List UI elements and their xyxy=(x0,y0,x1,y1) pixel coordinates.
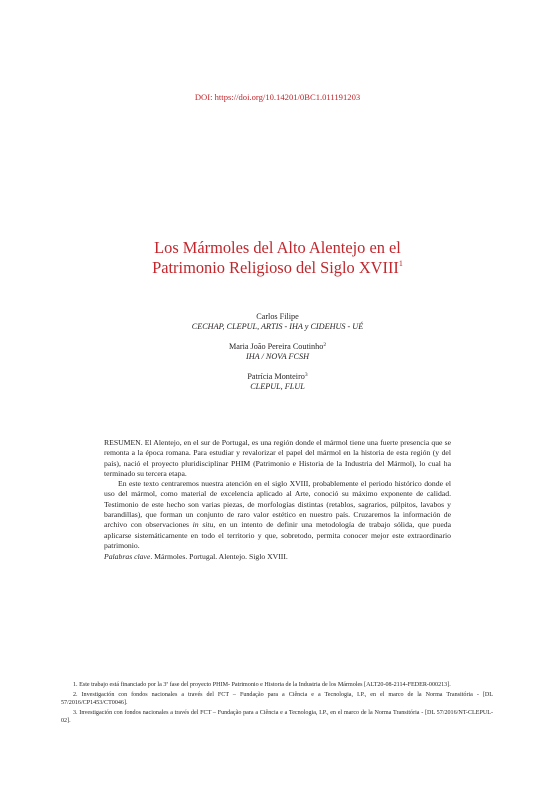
title-line-2: Patrimonio Religioso del Siglo XVIII xyxy=(152,258,399,277)
author-3 xyxy=(0,372,555,393)
keywords-text: . Mármoles. Portugal. Alentejo. Siglo XVIII. xyxy=(150,552,288,561)
abstract-paragraph-1: RESUMEN. El Alentejo, en el sur de Portugal, es una región donde el mármol tiene una fuerte presencia que se remonta a la época romana. Para estudiar y revalorizar el papel del mármol en la historia de esta región (y del país), nació el proyecto pluridisciplinar PHIM (Patrimonio e Historia de la Industria del Mármol), lo cual ha terminado su tercera etapa. xyxy=(104,438,451,478)
abstract-text: , en un intento de definir una metodología de trabajo sólida, que pueda aplicarse sistemáticamente en todo el territorio y que, sobretodo, permita conocer mejor este extraordinario patrimonio. xyxy=(104,520,451,550)
doi-link[interactable]: DOI: https://doi.org/10.14201/0BC1.011191203 xyxy=(194,92,361,102)
author-name: Patrícia Monteiro xyxy=(247,371,305,381)
author-affiliation: IHA / NOVA FCSH xyxy=(246,352,309,362)
abstract xyxy=(104,438,451,551)
author-affiliation: CLEPUL, FLUL xyxy=(250,382,305,392)
author-name: Maria João Pereira Coutinho xyxy=(228,341,324,351)
article-title xyxy=(0,238,555,278)
footnote-1: 1. Este trabajo está financiado por la 3ª fase del proyecto PHIM- Patrimonio e Historia de la Industria de los Mármoles [ALT20-08-2114-FEDER-000213]. xyxy=(73,682,451,688)
title-footnote-mark[interactable]: 1 xyxy=(398,259,403,268)
author-1 xyxy=(0,312,555,333)
title-line-1: Los Mármoles del Alto Alentejo en el xyxy=(154,238,401,257)
abstract-paragraph-2 xyxy=(104,479,451,551)
footnote-3: 3. Investigación con fondos nacionales a través del FCT – Fundação para a Ciência e a Tecnologia, I.P., en el marco de la Norma Transitória - [DL 57/2016/NT-CLEPUL-02]. xyxy=(61,709,493,725)
author-2 xyxy=(0,342,555,363)
author-affiliation: CECHAP, CLEPUL, ARTIS - IHA y CIDEHUS - UÉ xyxy=(191,322,364,332)
author-name: Carlos Filipe xyxy=(256,312,299,321)
keywords xyxy=(104,552,451,562)
author-footnote-mark[interactable]: 3 xyxy=(304,371,308,378)
footnote-2: 2. Investigación con fondos nacionales a través del FCT – Fundação para a Ciência e a Tecnologia, I.P., en el marco de la Norma Transitória - [DL 57/2016/CP1453/CT0046]. xyxy=(61,691,493,707)
abstract-italic-term: in situ xyxy=(192,520,214,530)
keywords-label: Palabras clave xyxy=(104,552,151,561)
footnotes xyxy=(61,681,493,727)
authors-block xyxy=(0,312,555,401)
abstract-text: En este texto centraremos nuestra atención en el siglo XVIII, probablemente el periodo histórico donde el uso del mármol, como material de excelencia aplicado al Arte, conoció su máximo exponente de calidad. Testimonio de este hecho son varias piezas, de morfologías distintas (retablos, sagrarios, púlpitos, lavabos y barandillas), que forman un conjunto de raro valor estético en nuestro país. Cruzaremos la información de archivo con observaciones xyxy=(104,479,451,530)
author-footnote-mark[interactable]: 2 xyxy=(323,341,327,348)
